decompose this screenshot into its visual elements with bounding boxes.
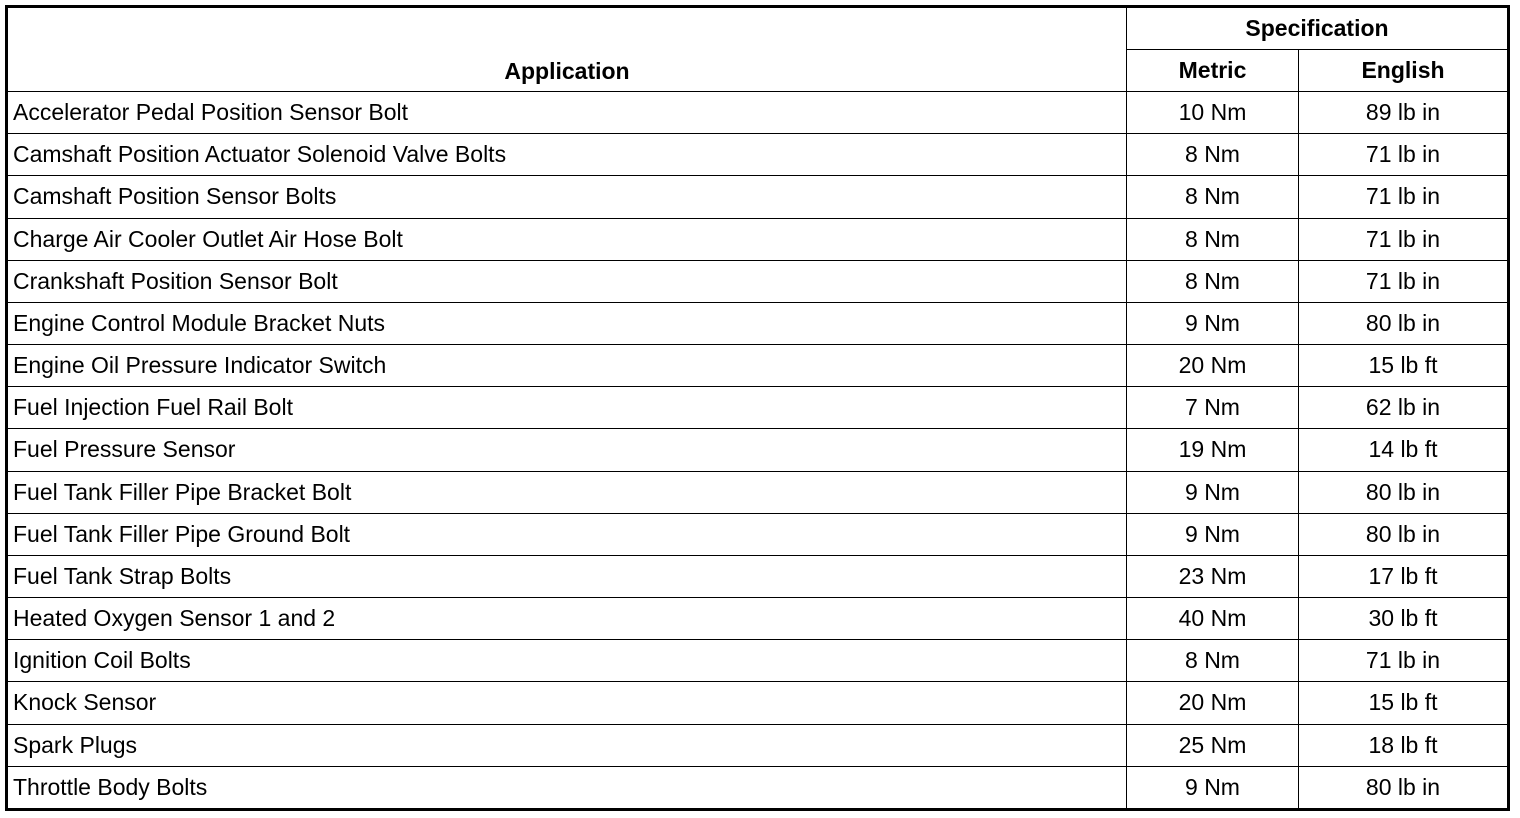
english-cell: 71 lb in [1299,218,1509,260]
english-cell: 62 lb in [1299,387,1509,429]
application-cell: Throttle Body Bolts [7,766,1127,809]
metric-cell: 8 Nm [1127,218,1299,260]
table-body [7,92,1509,810]
metric-cell: 10 Nm [1127,92,1299,134]
application-column-header: Application [7,7,1127,92]
table-row [7,302,1509,344]
metric-cell: 20 Nm [1127,345,1299,387]
english-cell: 30 lb ft [1299,598,1509,640]
application-cell: Heated Oxygen Sensor 1 and 2 [7,598,1127,640]
metric-cell: 9 Nm [1127,302,1299,344]
table-row [7,92,1509,134]
table-row [7,471,1509,513]
metric-cell: 9 Nm [1127,471,1299,513]
metric-cell: 40 Nm [1127,598,1299,640]
english-cell: 71 lb in [1299,134,1509,176]
english-cell: 15 lb ft [1299,345,1509,387]
application-cell: Ignition Coil Bolts [7,640,1127,682]
metric-cell: 25 Nm [1127,724,1299,766]
header-row-top [7,7,1509,50]
english-cell: 18 lb ft [1299,724,1509,766]
english-cell: 71 lb in [1299,176,1509,218]
table-row [7,724,1509,766]
metric-cell: 9 Nm [1127,766,1299,809]
metric-cell: 8 Nm [1127,176,1299,218]
table-row [7,640,1509,682]
application-cell: Spark Plugs [7,724,1127,766]
metric-cell: 7 Nm [1127,387,1299,429]
english-cell: 80 lb in [1299,471,1509,513]
table-row [7,345,1509,387]
english-cell: 17 lb ft [1299,555,1509,597]
metric-cell: 20 Nm [1127,682,1299,724]
metric-cell: 8 Nm [1127,640,1299,682]
table-row [7,387,1509,429]
metric-cell: 19 Nm [1127,429,1299,471]
table-row [7,598,1509,640]
specification-table [5,5,1510,811]
application-cell: Camshaft Position Sensor Bolts [7,176,1127,218]
english-cell: 15 lb ft [1299,682,1509,724]
application-cell: Fuel Pressure Sensor [7,429,1127,471]
application-cell: Fuel Tank Strap Bolts [7,555,1127,597]
application-cell: Fuel Tank Filler Pipe Ground Bolt [7,513,1127,555]
table-row [7,260,1509,302]
english-column-header: English [1299,50,1509,92]
table-row [7,682,1509,724]
application-cell: Crankshaft Position Sensor Bolt [7,260,1127,302]
english-cell: 71 lb in [1299,260,1509,302]
english-cell: 89 lb in [1299,92,1509,134]
application-cell: Accelerator Pedal Position Sensor Bolt [7,92,1127,134]
table-row [7,134,1509,176]
application-cell: Engine Control Module Bracket Nuts [7,302,1127,344]
application-cell: Fuel Tank Filler Pipe Bracket Bolt [7,471,1127,513]
application-cell: Knock Sensor [7,682,1127,724]
english-cell: 71 lb in [1299,640,1509,682]
metric-column-header: Metric [1127,50,1299,92]
table-row [7,429,1509,471]
english-cell: 14 lb ft [1299,429,1509,471]
table-header [7,7,1509,92]
english-cell: 80 lb in [1299,766,1509,809]
table-row [7,555,1509,597]
table-row [7,176,1509,218]
metric-cell: 8 Nm [1127,134,1299,176]
application-cell: Camshaft Position Actuator Solenoid Valve Bolts [7,134,1127,176]
metric-cell: 9 Nm [1127,513,1299,555]
table-row [7,218,1509,260]
specification-column-header: Specification [1127,7,1509,50]
table-row [7,766,1509,809]
english-cell: 80 lb in [1299,302,1509,344]
application-cell: Charge Air Cooler Outlet Air Hose Bolt [7,218,1127,260]
metric-cell: 23 Nm [1127,555,1299,597]
table-row [7,513,1509,555]
english-cell: 80 lb in [1299,513,1509,555]
application-cell: Fuel Injection Fuel Rail Bolt [7,387,1127,429]
metric-cell: 8 Nm [1127,260,1299,302]
application-cell: Engine Oil Pressure Indicator Switch [7,345,1127,387]
